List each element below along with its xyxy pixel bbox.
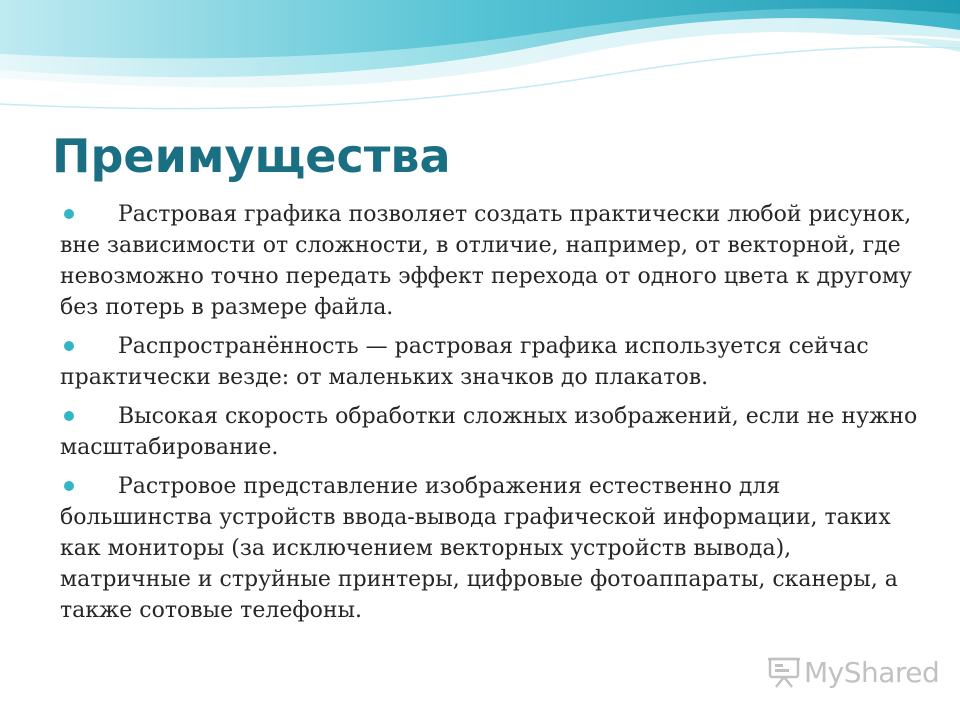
wave-header-decoration <box>0 0 960 130</box>
bullet-dot-icon <box>64 341 74 351</box>
watermark-text: MyShared <box>804 656 940 689</box>
list-item <box>60 331 920 393</box>
bullet-list <box>60 199 920 634</box>
slide-title: Преимущества <box>52 129 451 183</box>
bullet-text: Высокая скорость обработки сложных изображений, если не нужно масштабирование. <box>60 404 918 460</box>
bullet-text: Распространённость — растровая графика используется сейчас практически везде: от маленьких значков до плакатов. <box>60 334 869 390</box>
list-item <box>60 401 920 463</box>
list-item <box>60 471 920 626</box>
bullet-dot-icon <box>64 411 74 421</box>
watermark-logo <box>766 656 939 689</box>
presentation-board-icon <box>766 657 802 689</box>
bullet-text: Растровое представление изображения естественно для большинства устройств ввода-вывода графической информации, таких как мониторы (за исключением векторных устройств вывода), матричные и струйные принтеры, цифровые фотоаппараты, сканеры, а также сотовые телефоны. <box>60 474 898 623</box>
bullet-text: Растровая графика позволяет создать практически любой рисунок, вне зависимости от сложности, в отличие, например, от векторной, где невозможно точно передать эффект перехода от одного цвета к другому без потерь в размере файла. <box>60 202 912 320</box>
bullet-dot-icon <box>64 481 74 491</box>
list-item <box>60 199 920 323</box>
bullet-dot-icon <box>64 209 74 219</box>
